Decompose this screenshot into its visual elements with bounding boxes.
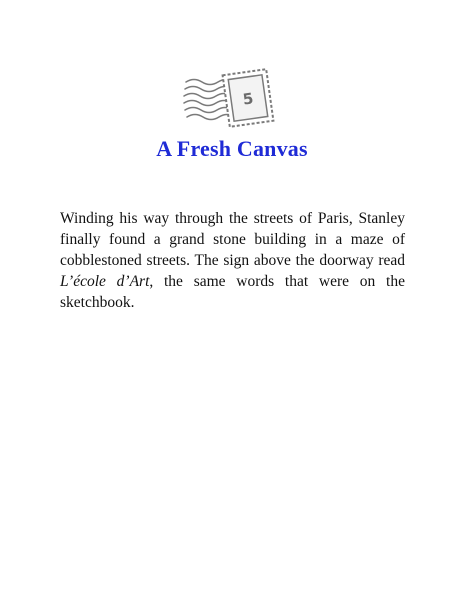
- sign-text-italic: L’école d’Art: [60, 273, 150, 290]
- body-text-start: Winding his way through the streets of Paris, Stanley finally found a grand stone building in a maze of cobblestoned streets. The sign above the doorway read: [60, 210, 405, 269]
- chapter-number: 5: [241, 89, 255, 109]
- postage-stamp-graphic: [180, 62, 280, 132]
- body-paragraph: [60, 208, 405, 313]
- chapter-title: A Fresh Canvas: [156, 136, 308, 161]
- postage-stamp-icon: [180, 62, 280, 132]
- body-text-end: , the same words that were on the sketchbook.: [60, 273, 405, 311]
